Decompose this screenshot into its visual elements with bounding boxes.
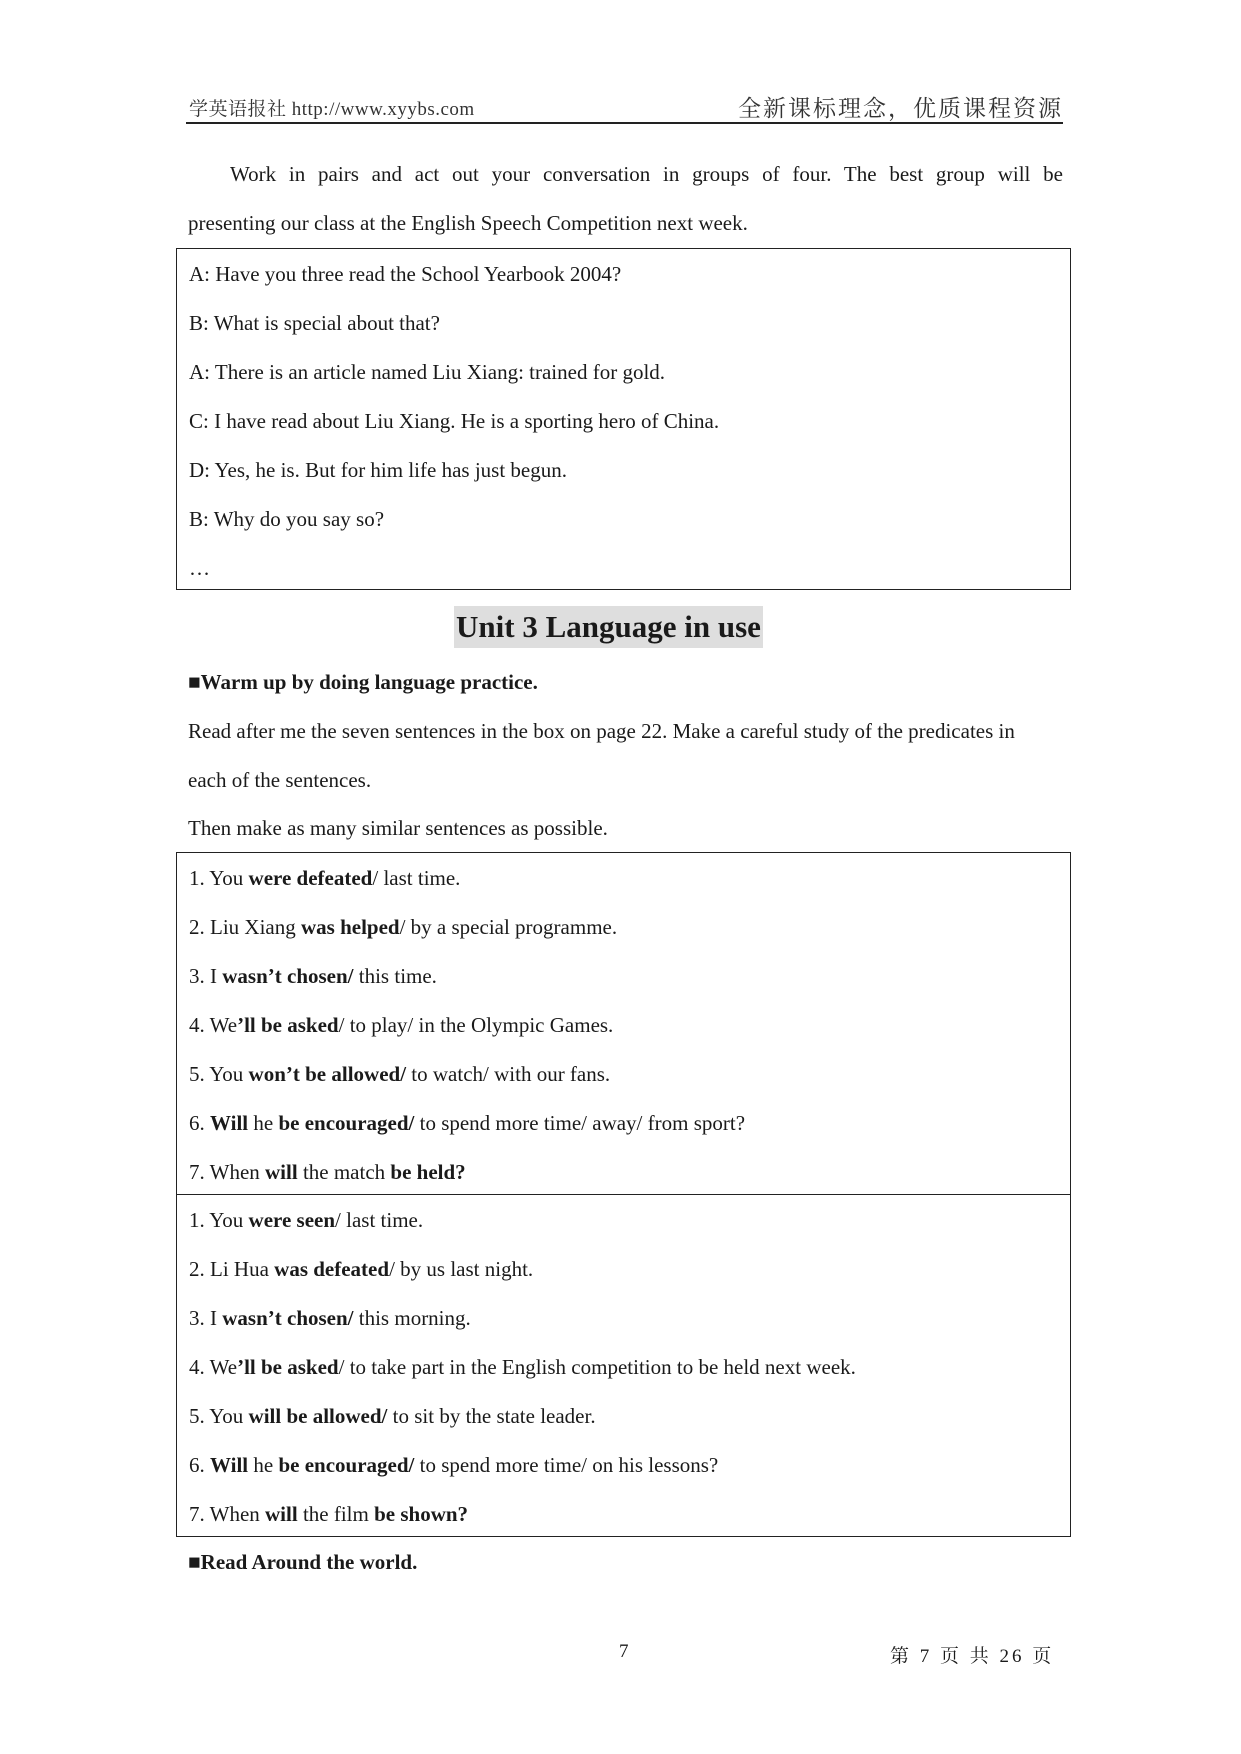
sentence-row: 5. You won’t be allowed/ to watch/ with our fans. xyxy=(189,1062,611,1086)
page-info: 第 7 页 共 26 页 xyxy=(890,1646,1055,1667)
sentence-row: 6. Will he be encouraged/ to spend more time/ on his lessons? xyxy=(189,1453,719,1477)
sentence-row: 7. When will the match be held? xyxy=(189,1160,466,1184)
read-heading: ■Read Around the world. xyxy=(188,1550,418,1574)
header-slogan: 全新课标理念，优质课程资源 xyxy=(738,96,1063,121)
warmup-line-2: each of the sentences. xyxy=(188,768,372,792)
unit-title: Unit 3 Language in use xyxy=(454,606,763,648)
page-number: 7 xyxy=(619,1641,629,1662)
dialogue-line: A: Have you three read the School Yearbook 2004? xyxy=(189,262,622,286)
dialogue-line: D: Yes, he is. But for him life has just begun. xyxy=(189,458,567,482)
dialogue-line: A: There is an article named Liu Xiang: trained for gold. xyxy=(189,360,666,384)
header-site: 学英语报社 http://www.xyybs.com xyxy=(189,99,475,120)
page-header xyxy=(186,84,1063,124)
warmup-heading: ■Warm up by doing language practice. xyxy=(188,670,538,694)
sentence-row: 5. You will be allowed/ to sit by the state leader. xyxy=(189,1404,596,1428)
sentence-row: 4. We’ll be asked/ to play/ in the Olympic Games. xyxy=(189,1013,614,1037)
sentence-row: 2. Liu Xiang was helped/ by a special programme. xyxy=(189,915,618,939)
sentence-row: 1. You were defeated/ last time. xyxy=(189,866,461,890)
sentence-row: 4. We’ll be asked/ to take part in the English competition to be held next week. xyxy=(189,1355,856,1379)
sentence-row: 2. Li Hua was defeated/ by us last night. xyxy=(189,1257,534,1281)
sentence-row: 3. I wasn’t chosen/ this time. xyxy=(189,964,437,988)
intro-line-2: presenting our class at the English Speech Competition next week. xyxy=(188,211,748,235)
dialogue-line: B: Why do you say so? xyxy=(189,507,385,531)
similar-sentences-box xyxy=(176,1194,1071,1537)
sentence-row: 7. When will the film be shown? xyxy=(189,1502,469,1526)
warmup-line-1: Read after me the seven sentences in the box on page 22. Make a careful study of the predicates in xyxy=(188,719,1015,743)
dialogue-ellipsis: … xyxy=(189,556,210,580)
example-sentences-box xyxy=(176,852,1071,1195)
dialogue-line: B: What is special about that? xyxy=(189,311,440,335)
dialogue-line: C: I have read about Liu Xiang. He is a sporting hero of China. xyxy=(189,409,720,433)
warmup-line-3: Then make as many similar sentences as possible. xyxy=(188,816,608,840)
dialogue-box xyxy=(176,248,1071,590)
sentence-row: 1. You were seen/ last time. xyxy=(189,1208,424,1232)
intro-line-1: Work in pairs and act out your conversation in groups of four. The best group will be xyxy=(230,162,1063,186)
sentence-row: 3. I wasn’t chosen/ this morning. xyxy=(189,1306,471,1330)
sentence-row: 6. Will he be encouraged/ to spend more time/ away/ from sport? xyxy=(189,1111,746,1135)
